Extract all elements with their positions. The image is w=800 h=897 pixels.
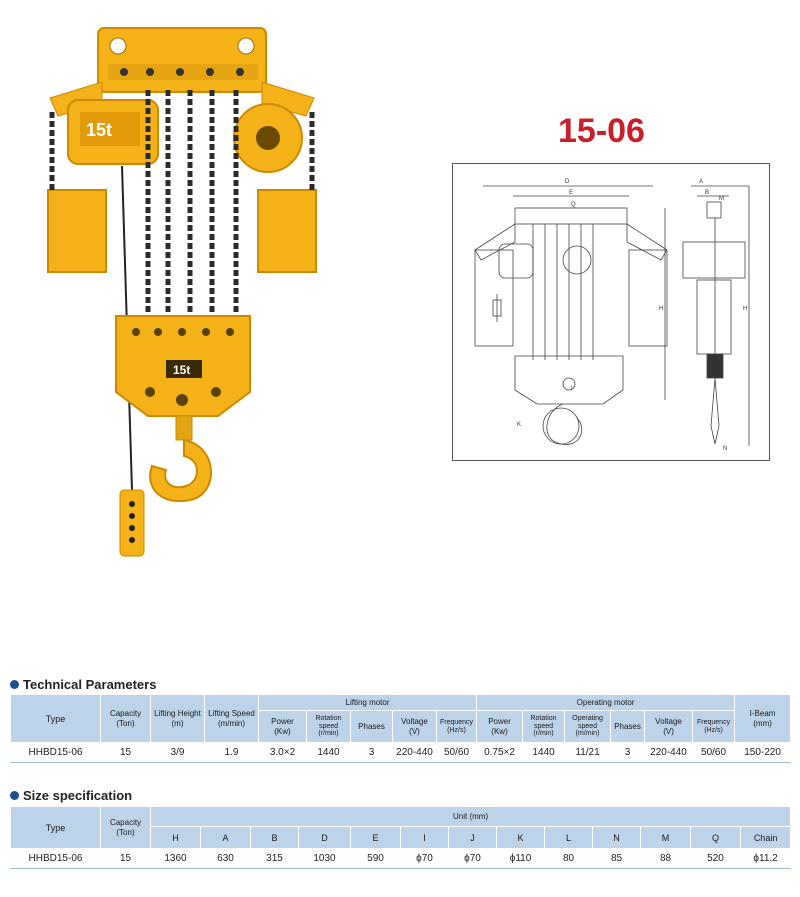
header-op-power: Power (Kw) — [477, 711, 523, 743]
svg-text:H: H — [659, 306, 664, 312]
size-header-e: E — [351, 827, 401, 849]
svg-text:M: M — [719, 196, 724, 202]
cell-lift-rotation: 1440 — [307, 743, 351, 763]
svg-text:B: B — [705, 190, 710, 196]
header-ibeam: I-Beam (mm) — [735, 695, 791, 743]
technical-parameters-table — [10, 694, 791, 763]
cell-lift-frequency: 50/60 — [437, 743, 477, 763]
header-type: Type — [11, 695, 101, 743]
size-header-b: B — [251, 827, 299, 849]
size-cell-type: HHBD15-06 — [11, 849, 101, 869]
size-cell-d: 1030 — [299, 849, 351, 869]
model-title: 15-06 — [558, 112, 645, 150]
size-cell-h: 1360 — [151, 849, 201, 869]
svg-text:H: H — [743, 306, 748, 312]
size-cell-a: 630 — [201, 849, 251, 869]
header-lifting-motor: Lifting motor — [259, 695, 477, 711]
size-cell-j: ϕ70 — [449, 849, 497, 869]
header-op-rotation: Rotation speed (r/min) — [523, 711, 565, 743]
table-row — [11, 743, 791, 763]
hoist-photo — [40, 20, 330, 560]
size-header-chain: Chain — [741, 827, 791, 849]
size-header-q: Q — [691, 827, 741, 849]
block-capacity-label: 15t — [173, 363, 191, 377]
header-lift-rotation: Rotation speed (r/min) — [307, 711, 351, 743]
header-op-speed: Operating speed (m/min) — [565, 711, 611, 743]
svg-text:Q: Q — [571, 202, 576, 208]
header-op-frequency: Frequency (Hz/s) — [693, 711, 735, 743]
size-header-type: Type — [11, 807, 101, 849]
size-cell-n: 85 — [593, 849, 641, 869]
cell-ibeam: 150-220 — [735, 743, 791, 763]
size-header-capacity: Capacity (Ton) — [101, 807, 151, 849]
size-specification-heading — [10, 788, 132, 803]
cell-type: HHBD15-06 — [11, 743, 101, 763]
svg-text:K: K — [517, 422, 522, 428]
cell-op-power: 0.75×2 — [477, 743, 523, 763]
size-header-i: I — [401, 827, 449, 849]
dimension-drawing — [453, 164, 769, 460]
header-lift-power: Power (Kw) — [259, 711, 307, 743]
header-lift-voltage: Voltage (V) — [393, 711, 437, 743]
size-header-h: H — [151, 827, 201, 849]
size-header-l: L — [545, 827, 593, 849]
cell-op-rotation: 1440 — [523, 743, 565, 763]
bullet-icon — [10, 791, 19, 800]
size-header-j: J — [449, 827, 497, 849]
cell-lifting-speed: 1.9 — [205, 743, 259, 763]
size-cell-b: 315 — [251, 849, 299, 869]
cell-op-voltage: 220-440 — [645, 743, 693, 763]
svg-text:D: D — [565, 179, 570, 185]
size-cell-capacity: 15 — [101, 849, 151, 869]
cell-lift-power: 3.0×2 — [259, 743, 307, 763]
header-op-voltage: Voltage (V) — [645, 711, 693, 743]
svg-text:N: N — [723, 446, 728, 452]
header-lifting-speed: Lifting Speed (m/min) — [205, 695, 259, 743]
cell-op-phases: 3 — [611, 743, 645, 763]
cell-lift-voltage: 220-440 — [393, 743, 437, 763]
cell-lifting-height: 3/9 — [151, 743, 205, 763]
hoist-capacity-label: 15t — [86, 120, 113, 140]
size-header-k: K — [497, 827, 545, 849]
header-capacity: Capacity (Ton) — [101, 695, 151, 743]
header-lift-frequency: Frequency (Hz/s) — [437, 711, 477, 743]
size-header-unit: Unit (mm) — [151, 807, 791, 827]
header-operating-motor: Operating motor — [477, 695, 735, 711]
size-header-n: N — [593, 827, 641, 849]
size-header-a: A — [201, 827, 251, 849]
cell-op-speed: 11/21 — [565, 743, 611, 763]
size-specification-table — [10, 806, 791, 869]
size-cell-q: 520 — [691, 849, 741, 869]
size-specification-title: Size specification — [23, 788, 133, 803]
size-cell-e: 590 — [351, 849, 401, 869]
size-cell-chain: ϕ11.2 — [741, 849, 791, 869]
size-cell-k: ϕ110 — [497, 849, 545, 869]
header-lift-phases: Phases — [351, 711, 393, 743]
size-cell-m: 88 — [641, 849, 691, 869]
header-lifting-height: Lifting Height (m) — [151, 695, 205, 743]
size-header-d: D — [299, 827, 351, 849]
header-op-phases: Phases — [611, 711, 645, 743]
table-row — [11, 849, 791, 869]
cell-op-frequency: 50/60 — [693, 743, 735, 763]
cell-capacity: 15 — [101, 743, 151, 763]
size-cell-i: ϕ70 — [401, 849, 449, 869]
technical-drawing — [452, 163, 770, 461]
size-cell-l: 80 — [545, 849, 593, 869]
svg-text:A: A — [699, 179, 704, 185]
svg-text:I: I — [571, 386, 573, 392]
cell-lift-phases: 3 — [351, 743, 393, 763]
svg-text:E: E — [569, 190, 574, 196]
size-header-m: M — [641, 827, 691, 849]
technical-parameters-heading — [10, 677, 156, 692]
technical-parameters-title: Technical Parameters — [23, 677, 157, 692]
bullet-icon — [10, 680, 19, 689]
